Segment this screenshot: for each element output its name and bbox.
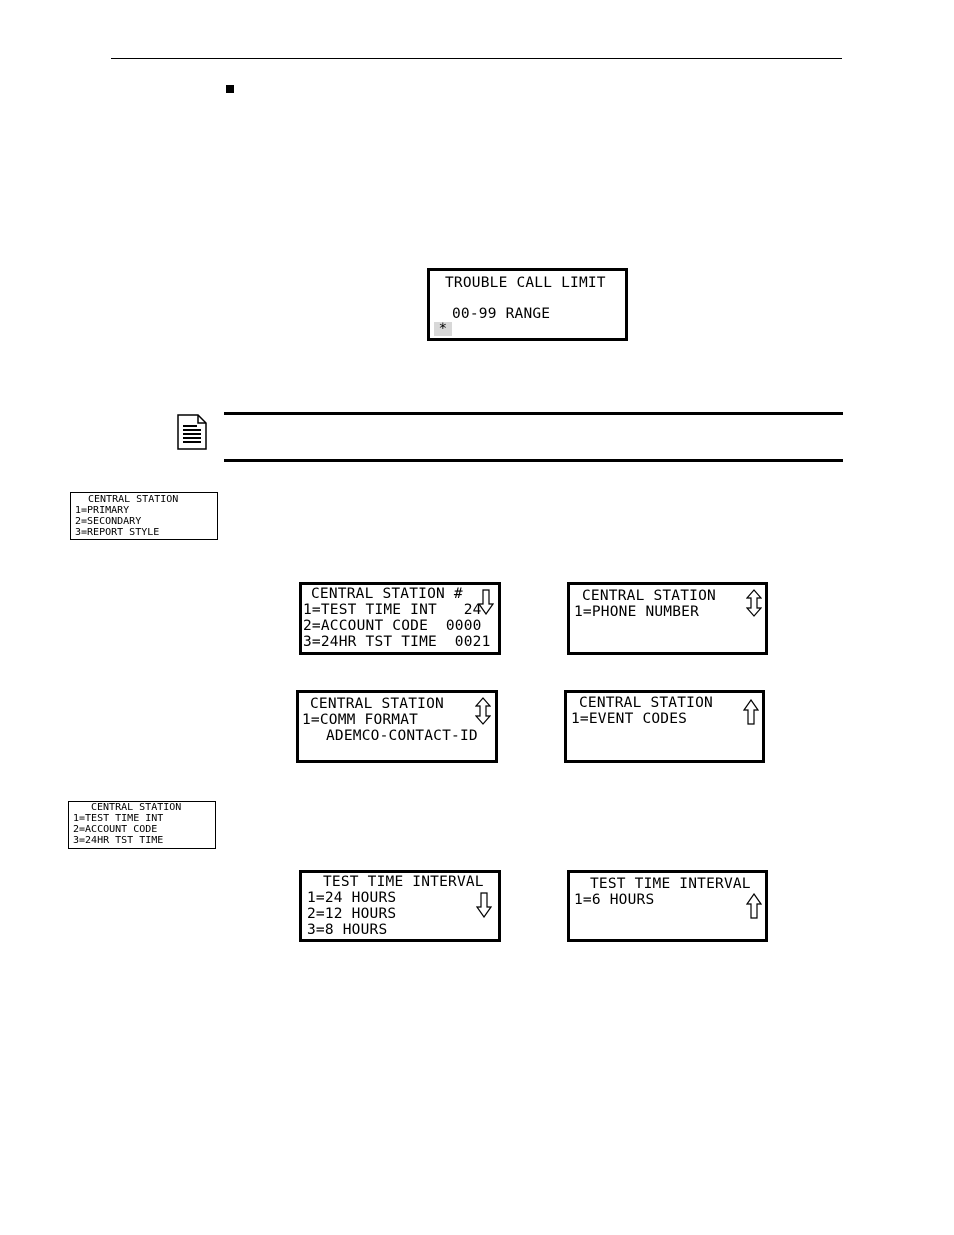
up-down-arrow-icon bbox=[475, 697, 491, 725]
display-line-2: 00-99 RANGE bbox=[452, 306, 551, 322]
screen-line-1: 1=COMM FORMAT bbox=[302, 712, 419, 728]
note-icon bbox=[177, 414, 207, 450]
up-down-arrow-icon bbox=[746, 589, 762, 617]
down-arrow-icon bbox=[478, 589, 494, 615]
up-arrow-icon bbox=[746, 893, 762, 919]
screen-line-2: 2=ACCOUNT CODE 0000 bbox=[303, 618, 482, 634]
test-time-interval-screen-1 bbox=[299, 870, 501, 942]
trouble-call-limit-display bbox=[427, 268, 628, 341]
header-rule bbox=[111, 58, 842, 59]
screen-title: CENTRAL STATION bbox=[579, 695, 713, 711]
screen-line-3: 3=8 HOURS bbox=[307, 922, 388, 938]
screen-title: CENTRAL STATION bbox=[582, 588, 716, 604]
screen-title: CENTRAL STATION # bbox=[311, 586, 463, 602]
note-top-rule bbox=[224, 412, 843, 415]
screen-title: TEST TIME INTERVAL bbox=[590, 876, 751, 892]
screen-line-1: 1=24 HOURS bbox=[307, 890, 397, 906]
up-arrow-icon bbox=[743, 699, 759, 725]
screen-line-1: 1=TEST TIME INT 24 bbox=[303, 602, 482, 618]
central-station-submenu-thumbnail bbox=[68, 801, 216, 849]
note-bottom-rule bbox=[224, 459, 843, 462]
screen-title: CENTRAL STATION bbox=[310, 696, 444, 712]
menu-title: CENTRAL STATION bbox=[91, 802, 182, 813]
menu-line-2: 2=ACCOUNT CODE bbox=[73, 824, 158, 835]
cursor-icon: * bbox=[434, 322, 452, 336]
display-line-1: TROUBLE CALL LIMIT bbox=[445, 275, 606, 291]
screen-line-1: 1=PHONE NUMBER bbox=[574, 604, 700, 620]
central-station-screen-3 bbox=[296, 690, 498, 763]
screen-line-1: 1=EVENT CODES bbox=[571, 711, 688, 727]
menu-line-3: 3=REPORT STYLE bbox=[75, 527, 160, 538]
test-time-interval-screen-2 bbox=[567, 870, 768, 942]
screen-line-1: 1=6 HOURS bbox=[574, 892, 655, 908]
screen-title: TEST TIME INTERVAL bbox=[323, 874, 484, 890]
central-station-screen-4 bbox=[564, 690, 765, 763]
menu-line-2: 2=SECONDARY bbox=[75, 516, 142, 527]
menu-line-1: 1=TEST TIME INT bbox=[73, 813, 164, 824]
down-arrow-icon bbox=[476, 892, 492, 918]
central-station-screen-2 bbox=[567, 582, 768, 655]
bullet-icon bbox=[226, 85, 234, 93]
screen-line-2: ADEMCO-CONTACT-ID bbox=[326, 728, 478, 744]
menu-title: CENTRAL STATION bbox=[88, 494, 179, 505]
screen-line-2: 2=12 HOURS bbox=[307, 906, 397, 922]
central-station-screen-1 bbox=[299, 582, 501, 655]
menu-line-1: 1=PRIMARY bbox=[75, 505, 130, 516]
menu-line-3: 3=24HR TST TIME bbox=[73, 835, 164, 846]
central-station-menu-thumbnail bbox=[70, 492, 218, 540]
screen-line-3: 3=24HR TST TIME 0021 bbox=[303, 634, 491, 650]
